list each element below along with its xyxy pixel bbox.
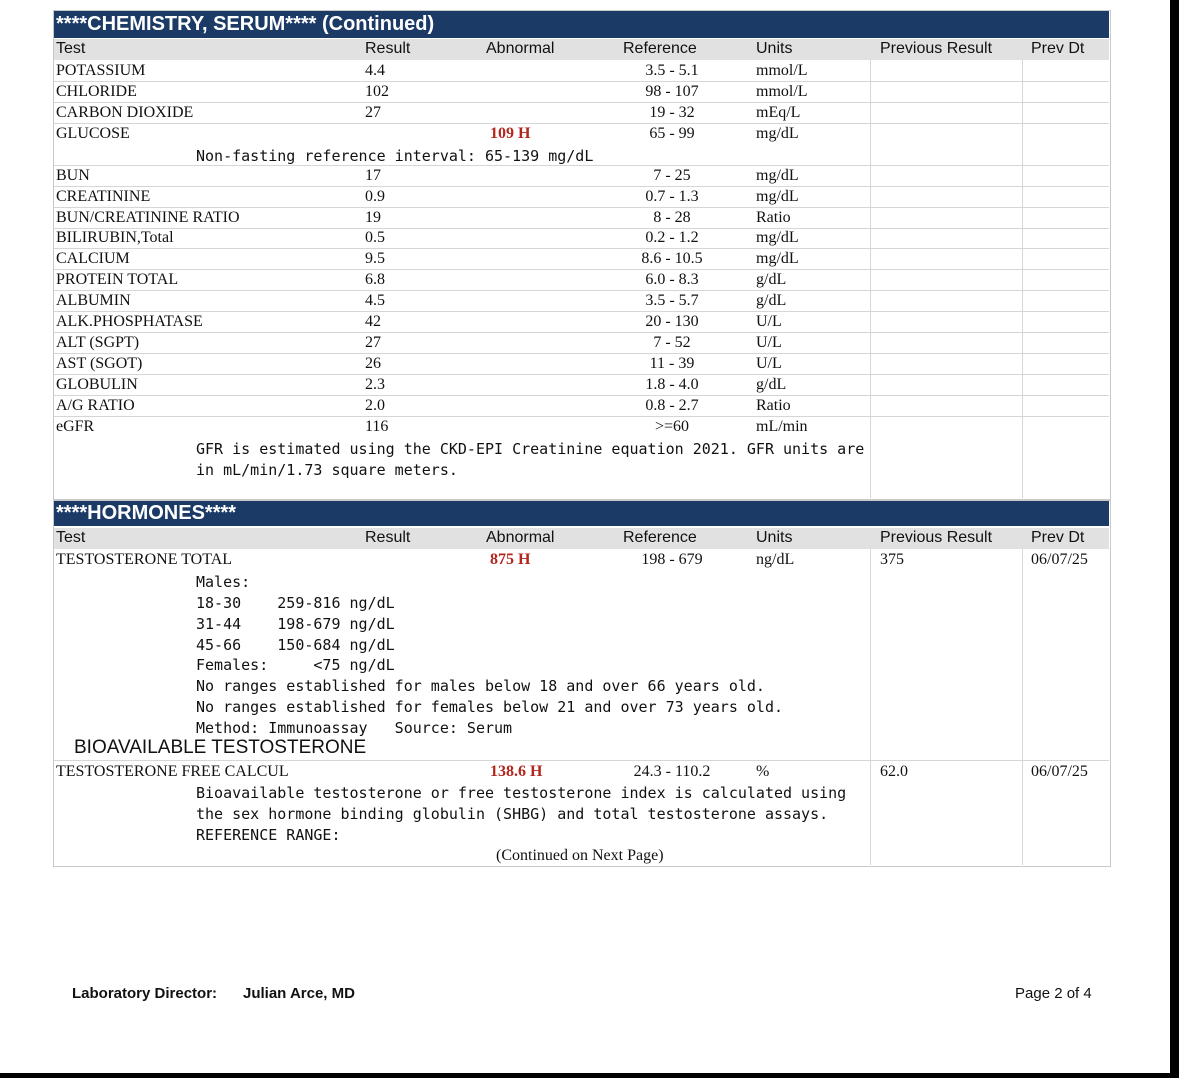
table-row <box>54 333 1109 354</box>
test-units: ng/dL <box>756 551 795 568</box>
test-units: U/L <box>756 334 782 351</box>
test-units: Ratio <box>756 397 791 414</box>
test-abnormal: 109 H <box>490 125 531 142</box>
test-units: mmol/L <box>756 62 808 79</box>
test-name: CALCIUM <box>56 250 130 267</box>
test-units: % <box>756 763 770 780</box>
test-reference: 3.5 - 5.1 <box>645 62 699 79</box>
table-row <box>54 103 1109 124</box>
table-row <box>54 124 1109 145</box>
gfr-note-line-2: in mL/min/1.73 square meters. <box>196 461 458 479</box>
table-row <box>54 375 1109 396</box>
test-result: 0.5 <box>365 229 385 246</box>
testosterone-note: No ranges established for females below 21 and over 73 years old. <box>196 698 783 716</box>
testosterone-note: 31-44 198-679 ng/dL <box>196 615 395 633</box>
test-name: ALK.PHOSPHATASE <box>56 313 203 330</box>
test-reference: 7 - 25 <box>653 167 691 184</box>
continued-note: (Continued on Next Page) <box>496 847 664 864</box>
test-reference: >=60 <box>654 418 690 435</box>
test-name: ALBUMIN <box>56 292 131 309</box>
test-name: ALT (SGPT) <box>56 334 140 351</box>
test-reference: 65 - 99 <box>649 125 695 142</box>
col-abnormal: Abnormal <box>486 529 555 546</box>
table-row <box>54 166 1109 187</box>
test-result: 26 <box>365 355 381 372</box>
table-row <box>54 249 1109 270</box>
test-units: g/dL <box>756 376 787 393</box>
test-result: 2.0 <box>365 397 385 414</box>
test-reference: 0.7 - 1.3 <box>645 188 699 205</box>
test-result: 2.3 <box>365 376 385 393</box>
table-row <box>54 354 1109 375</box>
test-result: 102 <box>365 83 389 100</box>
col-result: Result <box>365 40 411 57</box>
test-result: 0.9 <box>365 188 385 205</box>
test-name: CARBON DIOXIDE <box>56 104 194 121</box>
test-reference: 8 - 28 <box>653 209 691 226</box>
test-units: mL/min <box>756 418 808 435</box>
test-name: GLUCOSE <box>56 125 130 142</box>
col-reference: Reference <box>623 529 697 546</box>
test-name: BILIRUBIN,Total <box>56 229 174 246</box>
test-reference: 7 - 52 <box>653 334 691 351</box>
col-previous-result: Previous Result <box>880 529 993 546</box>
test-reference: 1.8 - 4.0 <box>645 376 699 393</box>
test-name: A/G RATIO <box>56 397 135 414</box>
test-units: mmol/L <box>756 83 808 100</box>
test-reference: 98 - 107 <box>645 83 699 100</box>
test-reference: 19 - 32 <box>649 104 695 121</box>
bioavailable-section-title: BIOAVAILABLE TESTOSTERONE <box>74 737 367 758</box>
table-row <box>54 208 1109 229</box>
divider-prev-dt <box>1022 549 1023 865</box>
test-units: mg/dL <box>756 250 799 267</box>
col-units: Units <box>756 529 793 546</box>
table-row <box>54 187 1109 208</box>
test-reference: 3.5 - 5.7 <box>645 292 699 309</box>
testosterone-note: Males: <box>196 573 251 591</box>
test-prev-dt: 06/07/25 <box>1031 551 1088 568</box>
test-result: 42 <box>365 313 381 330</box>
test-result: 27 <box>365 334 381 351</box>
testosterone-note: Method: Immunoassay Source: Serum <box>196 719 513 737</box>
test-units: U/L <box>756 313 782 330</box>
chemistry-section-header: ****CHEMISTRY, SERUM**** (Continued) <box>54 11 1109 38</box>
hormones-column-header <box>54 528 1109 549</box>
test-name: CREATININE <box>56 188 151 205</box>
test-name: eGFR <box>56 418 95 435</box>
test-units: mEq/L <box>756 104 801 121</box>
test-result: 27 <box>365 104 381 121</box>
test-units: g/dL <box>756 292 787 309</box>
test-units: g/dL <box>756 271 787 288</box>
test-units: U/L <box>756 355 782 372</box>
test-units: mg/dL <box>756 125 799 142</box>
test-result: 9.5 <box>365 250 385 267</box>
test-name: BUN <box>56 167 90 184</box>
test-result: 116 <box>365 418 389 435</box>
divider-prev-result <box>870 549 871 865</box>
testosterone-note: Females: <75 ng/dL <box>196 656 395 674</box>
chemistry-column-header <box>54 39 1109 60</box>
lab-director-name: Julian Arce, MD <box>243 985 355 1002</box>
lab-director-label: Laboratory Director: <box>72 985 218 1002</box>
test-name: BUN/CREATININE RATIO <box>56 209 240 226</box>
test-reference: 0.8 - 2.7 <box>645 397 699 414</box>
test-result: 17 <box>365 167 381 184</box>
gfr-note-line-1: GFR is estimated using the CKD-EPI Creatinine equation 2021. GFR units are <box>196 440 865 458</box>
table-row <box>54 270 1109 291</box>
test-reference: 6.0 - 8.3 <box>645 271 699 288</box>
col-previous-result: Previous Result <box>880 40 993 57</box>
test-units: mg/dL <box>756 229 799 246</box>
table-row <box>54 61 1109 82</box>
test-result: 6.8 <box>365 271 385 288</box>
testosterone-note: No ranges established for males below 18 and over 66 years old. <box>196 677 765 695</box>
test-units: Ratio <box>756 209 791 226</box>
table-row-testosterone-total <box>54 550 1109 571</box>
free-testosterone-note: the sex hormone binding globulin (SHBG) and total testosterone assays. <box>196 805 829 823</box>
table-row <box>54 291 1109 312</box>
free-testosterone-note: Bioavailable testosterone or free testosterone index is calculated using <box>196 784 847 802</box>
col-result: Result <box>365 529 411 546</box>
hormones-section-header: ****HORMONES**** <box>54 501 1109 526</box>
col-test: Test <box>56 40 86 57</box>
test-name: AST (SGOT) <box>56 355 143 372</box>
glucose-note: Non-fasting reference interval: 65-139 mg/dL <box>196 147 594 165</box>
test-name: POTASSIUM <box>56 62 146 79</box>
page-number: Page 2 of 4 <box>1015 985 1092 1002</box>
col-reference: Reference <box>623 40 697 57</box>
test-reference: 0.2 - 1.2 <box>645 229 699 246</box>
table-row <box>54 228 1109 249</box>
col-abnormal: Abnormal <box>486 40 555 57</box>
glucose-note-divider <box>54 165 1109 166</box>
test-abnormal: 875 H <box>490 551 531 568</box>
test-previous-result: 375 <box>880 551 904 568</box>
test-name: GLOBULIN <box>56 376 138 393</box>
test-name: PROTEIN TOTAL <box>56 271 179 288</box>
test-name: TESTOSTERONE TOTAL <box>56 551 233 568</box>
table-row <box>54 417 1109 438</box>
table-row-testosterone-free <box>54 762 1109 783</box>
test-reference: 198 - 679 <box>641 551 703 568</box>
col-units: Units <box>756 40 793 57</box>
test-units: mg/dL <box>756 188 799 205</box>
free-testosterone-note: REFERENCE RANGE: <box>196 826 341 844</box>
test-name: TESTOSTERONE FREE CALCUL <box>56 763 289 780</box>
test-result: 4.4 <box>365 62 385 79</box>
test-reference: 24.3 - 110.2 <box>633 763 711 780</box>
test-reference: 11 - 39 <box>649 355 695 372</box>
table-row <box>54 82 1109 103</box>
table-row <box>54 312 1109 333</box>
test-previous-result: 62.0 <box>880 763 908 780</box>
test-reference: 8.6 - 10.5 <box>641 250 703 267</box>
col-prev-dt: Prev Dt <box>1031 529 1085 546</box>
bio-section-divider <box>54 760 1109 761</box>
test-prev-dt: 06/07/25 <box>1031 763 1088 780</box>
testosterone-note: 45-66 150-684 ng/dL <box>196 636 395 654</box>
test-result: 19 <box>365 209 381 226</box>
col-test: Test <box>56 529 86 546</box>
test-name: CHLORIDE <box>56 83 137 100</box>
test-reference: 20 - 130 <box>645 313 699 330</box>
test-result: 4.5 <box>365 292 385 309</box>
test-abnormal: 138.6 H <box>490 763 543 780</box>
test-units: mg/dL <box>756 167 799 184</box>
table-row <box>54 396 1109 417</box>
testosterone-note: 18-30 259-816 ng/dL <box>196 594 395 612</box>
col-prev-dt: Prev Dt <box>1031 40 1085 57</box>
